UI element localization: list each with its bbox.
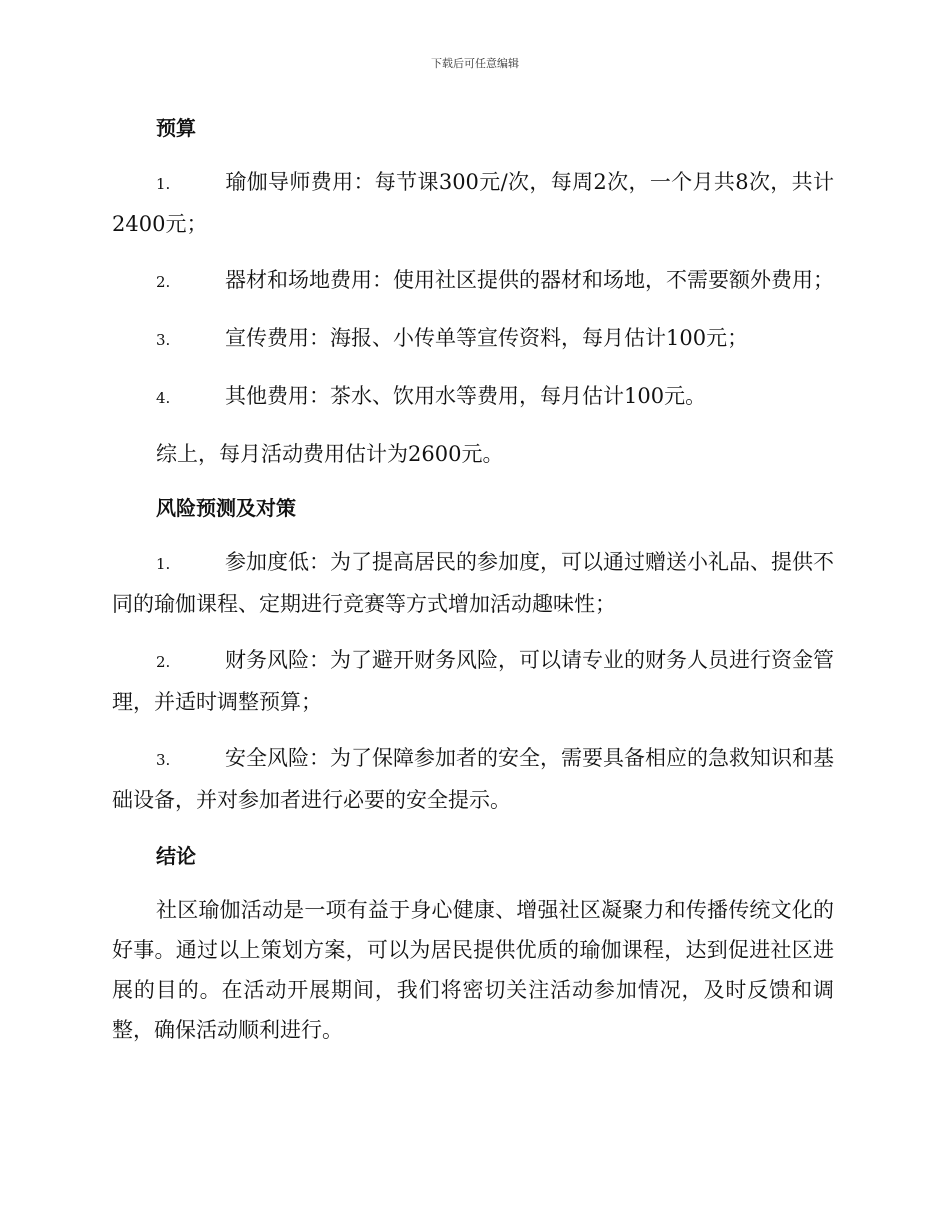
item-number: 3.: [156, 751, 171, 769]
section-heading-conclusion: 结论: [156, 844, 196, 868]
item-number: 1.: [156, 175, 171, 193]
budget-item: [112, 376, 834, 418]
budget-item: [112, 318, 834, 360]
item-number: 2.: [156, 653, 171, 671]
section-heading-risk: 风险预测及对策: [156, 496, 296, 520]
item-number: 2.: [156, 273, 171, 291]
budget-item: [112, 162, 834, 244]
item-text: 财务风险：为了避开财务风险，可以请专业的财务人员进行资金管理，并适时调整预算；: [112, 648, 834, 714]
section-heading-budget: 预算: [156, 116, 196, 140]
risk-item: [112, 542, 834, 624]
item-text: 参加度低：为了提高居民的参加度，可以通过赠送小礼品、提供不同的瑜伽课程、定期进行竞赛等方式增加活动趣味性；: [112, 550, 834, 616]
item-text: 其他费用：茶水、饮用水等费用，每月估计100元。: [225, 384, 707, 408]
item-text: 器材和场地费用：使用社区提供的器材和场地，不需要额外费用；: [225, 268, 834, 292]
item-number: 4.: [156, 389, 171, 407]
item-number: 3.: [156, 331, 171, 349]
budget-summary: 综上，每月活动费用估计为2600元。: [156, 442, 504, 466]
risk-item: [112, 640, 834, 722]
document-body: [112, 108, 834, 1064]
risk-item: [112, 738, 834, 820]
item-text: 瑜伽导师费用：每节课300元/次，每周2次，一个月共8次，共计2400元；: [112, 170, 834, 236]
item-number: 1.: [156, 555, 171, 573]
item-text: 安全风险：为了保障参加者的安全，需要具备相应的急救知识和基础设备，并对参加者进行必要的安全提示。: [112, 746, 834, 812]
item-text: 宣传费用：海报、小传单等宣传资料，每月估计100元；: [225, 326, 749, 350]
conclusion-paragraph: 社区瑜伽活动是一项有益于身心健康、增强社区凝聚力和传播传统文化的好事。通过以上策划方案，可以为居民提供优质的瑜伽课程，达到促进社区进展的目的。在活动开展期间，我们将密切关注活动参加情况，及时反馈和调整，确保活动顺利进行。: [112, 898, 834, 1042]
header-note: 下载后可任意编辑: [431, 57, 519, 70]
budget-item: [112, 260, 834, 302]
